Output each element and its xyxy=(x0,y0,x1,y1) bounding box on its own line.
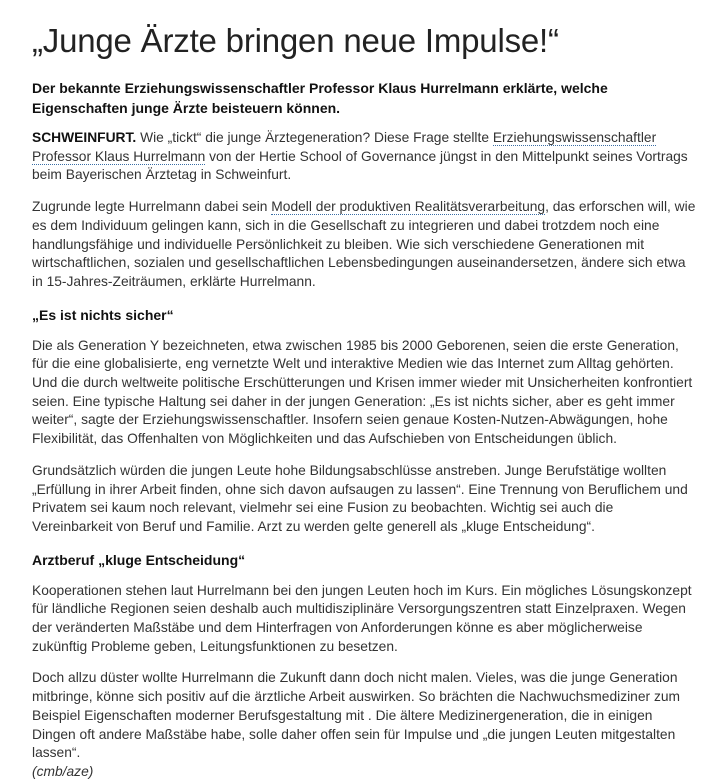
paragraph-bildung: Grundsätzlich würden die jungen Leute hohe Bildungsabschlüsse anstreben. Junge Berufstätige wollten „Erfüllung in ihrer Arbeit finden, ohne sich davon aufsaugen zu lassen“. Eine Trennung von Beruflichem und Privatem sei kaum noch relevant, vielmehr sei eine Fusion zu beobachten. Wichtig sei auch die Vereinbarkeit von Beruf und Familie. Arzt zu werden gelte generell als „kluge Entscheidung“. xyxy=(32,462,688,534)
subheading-nichts-sicher: „Es ist nichts sicher“ xyxy=(32,306,174,323)
article-title: „Junge Ärzte bringen neue Impulse!“ xyxy=(32,22,559,59)
paragraph-kooperationen: Kooperationen stehen laut Hurrelmann bei den jungen Leuten hoch im Kurs. Ein mögliches Lösungskonzept für ländliche Regionen seien deshalb auch multidisziplinäre Versorgungszentren statt Einzelpraxen. Wegen der veränderten Maßstäbe und dem Hinterfragen von Anforderungen könne es aber möglicherweise zukünftig Probleme geben, Leitungsfunktionen zu besetzen. xyxy=(32,582,692,654)
link-hurrelmann[interactable]: Erziehungswissenschaftler Professor Klaus Hurrelmann xyxy=(32,130,657,164)
paragraph-zukunft xyxy=(32,669,697,781)
paragraph-intro-text-1: Wie „tickt“ die junge Ärztegeneration? Diese Frage stellte xyxy=(136,130,493,145)
paragraph-zukunft-text: Doch allzu düster wollte Hurrelmann die Zukunft dann doch nicht malen. Vieles, was die junge Generation mitbringe, könne sich positiv auf die ärztliche Arbeit auswirken. So brächten die Nachwuchsmediziner zum Beispiel Eigenschaften moderner Berufsgestaltung mit . Die ältere Medizinergeneration, die in einigen Dingen oft andere Maßstäbe habe, solle daher offen sein für Impulse und „die jungen Leuten mitgestalten lassen“. xyxy=(32,670,681,761)
paragraph-generation-y: Die als Generation Y bezeichneten, etwa zwischen 1985 bis 2000 Geborenen, seien die erste Generation, für die eine globalisierte, eng vernetzte Welt und interaktive Medien wie das Internet zum Alltag gehörten. Und die durch weltweite politische Erschütterungen und Krisen immer wieder mit Unsicherheiten konfrontiert seien. Eine typische Haltung sei daher in der jungen Generation: „Es ist nichts sicher, aber es geht immer weiter“, sagte der Erziehungswissenschaftler. Insofern seien genaue Kosten-Nutzen-Abwägungen, hohe Flexibilität, das Offenhalten von Möglichkeiten und das Aufschieben von Entscheidungen üblich. xyxy=(32,337,693,447)
paragraph-intro-text-2: von der Hertie School of Governance jüngst in den Mittelpunkt seines Vortrags beim Bayerischen Ärztetag in Schweinfurt. xyxy=(32,148,688,183)
link-realitaetsverarbeitung-model[interactable]: Modell der produktiven Realitätsverarbeitung xyxy=(271,199,546,215)
paragraph-model-text-2: , das erforschen will, wie es dem Individuum gelingen kann, sich in die Gesellschaft zu integrieren und dabei trotzdem noch eine handlungsfähige und individuelle Persönlichkeit zu bleiben. Wie sich verschiedene Generationen mit wirtschaftlichen, sozialen und gesellschaftlichen Lebensbedingungen auseinandersetzen, ändere sich etwa in 15-Jahres-Zeiträumen, erklärte Hurrelmann. xyxy=(32,199,696,289)
subheading-kluge-entscheidung: Arztberuf „kluge Entscheidung“ xyxy=(32,551,246,568)
author-credit: (cmb/aze) xyxy=(32,763,94,779)
article-lead: Der bekannte Erziehungswissenschaftler Professor Klaus Hurrelmann erklärte, welche Eigenschaften junge Ärzte beisteuern können. xyxy=(32,80,608,116)
paragraph-model xyxy=(32,198,697,292)
paragraph-model-text-1: Zugrunde legte Hurrelmann dabei sein xyxy=(32,199,272,215)
paragraph-intro xyxy=(32,129,697,185)
dateline: SCHWEINFURT. xyxy=(32,130,137,145)
